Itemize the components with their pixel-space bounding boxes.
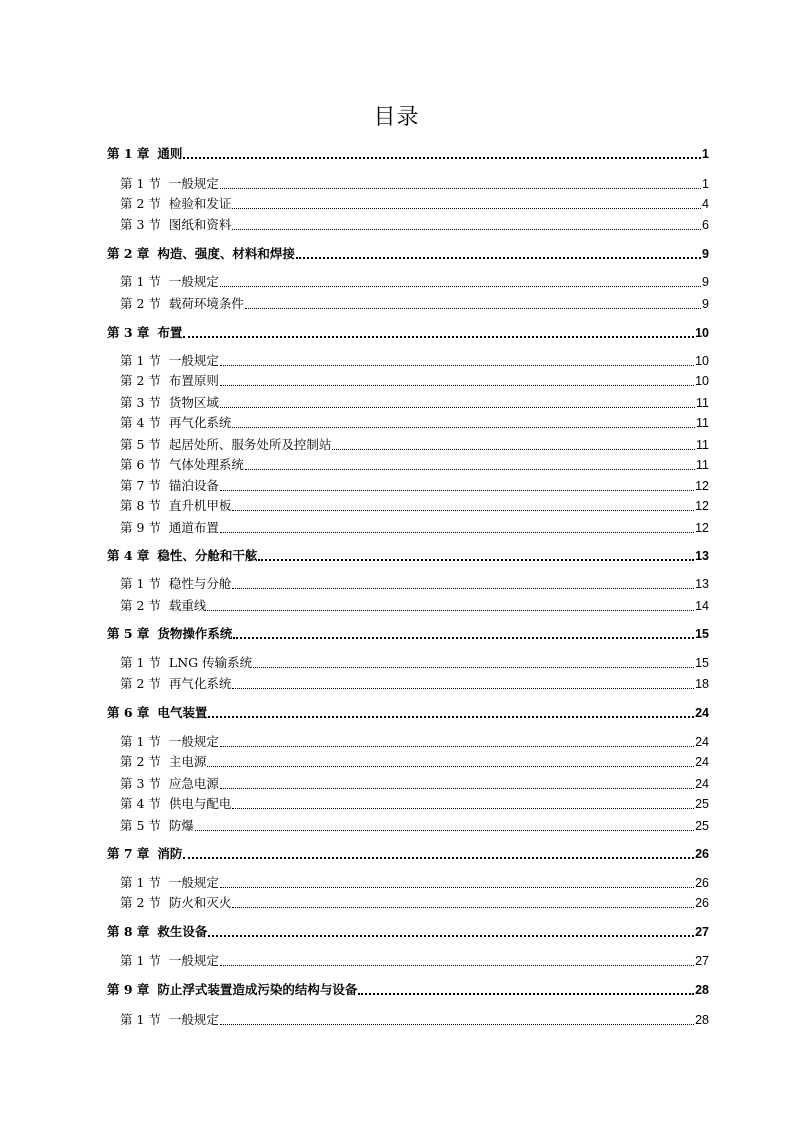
page-number: 11 bbox=[696, 416, 709, 430]
page-number: 27 bbox=[695, 954, 709, 968]
toc-entry-label bbox=[120, 415, 231, 431]
dot-leader bbox=[232, 808, 694, 809]
toc-entry-label bbox=[120, 217, 231, 233]
page-number: 9 bbox=[702, 247, 709, 261]
toc-entry-label bbox=[120, 895, 231, 911]
section-number: 第 9 节 bbox=[120, 520, 161, 535]
page-number: 4 bbox=[702, 197, 709, 211]
section-title: 货物区域 bbox=[168, 395, 219, 410]
chapter-title: 消防 bbox=[157, 846, 183, 861]
dot-leader bbox=[220, 788, 694, 789]
section-number: 第 2 节 bbox=[120, 296, 161, 311]
toc-entry-label bbox=[107, 982, 357, 998]
page-number: 14 bbox=[695, 599, 709, 613]
toc-section-entry[interactable] bbox=[120, 1012, 709, 1028]
toc-entry-label bbox=[107, 325, 182, 341]
section-number: 第 3 节 bbox=[120, 395, 161, 410]
section-title: 再气化系统 bbox=[168, 676, 232, 691]
section-number: 第 5 节 bbox=[120, 437, 161, 452]
dot-leader bbox=[207, 766, 694, 767]
page-number: 12 bbox=[695, 521, 709, 535]
toc-section-entry[interactable] bbox=[120, 373, 709, 389]
toc-section-entry[interactable] bbox=[120, 296, 709, 312]
toc-entry-label bbox=[120, 498, 231, 514]
chapter-title: 构造、强度、材料和焊接 bbox=[157, 246, 295, 261]
page-number: 24 bbox=[695, 777, 709, 791]
dot-leader bbox=[232, 688, 694, 689]
toc-section-entry[interactable] bbox=[120, 478, 709, 494]
chapter-title: 货物操作系统 bbox=[157, 626, 233, 641]
toc-section-entry[interactable] bbox=[120, 895, 709, 911]
toc-entry-label bbox=[120, 655, 252, 671]
chapter-number: 第 3 章 bbox=[107, 325, 150, 340]
toc-entry-label bbox=[120, 373, 219, 389]
toc-chapter-entry[interactable] bbox=[107, 626, 709, 642]
section-title: 再气化系统 bbox=[168, 415, 232, 430]
section-title: 应急电源 bbox=[168, 776, 219, 791]
toc-entry-label bbox=[120, 796, 231, 812]
page-number: 10 bbox=[695, 354, 709, 368]
toc-section-entry[interactable] bbox=[120, 776, 709, 792]
dot-leader bbox=[258, 559, 694, 561]
toc-chapter-entry[interactable] bbox=[107, 548, 709, 564]
toc-entry-label bbox=[107, 924, 207, 940]
section-number: 第 1 节 bbox=[120, 655, 161, 670]
dot-leader bbox=[208, 716, 694, 718]
toc-chapter-entry[interactable] bbox=[107, 246, 709, 262]
section-number: 第 1 节 bbox=[120, 1012, 161, 1027]
toc-entry-label bbox=[120, 576, 231, 592]
section-title: 防爆 bbox=[168, 818, 194, 833]
chapter-number: 第 1 章 bbox=[107, 146, 150, 161]
dot-leader bbox=[183, 157, 701, 159]
section-title: 一般规定 bbox=[168, 176, 219, 191]
chapter-title: 稳性、分舱和干舷 bbox=[157, 548, 258, 563]
toc-entry-label bbox=[107, 548, 257, 564]
toc-section-entry[interactable] bbox=[120, 676, 709, 692]
dot-leader bbox=[332, 449, 695, 450]
section-title: 通道布置 bbox=[168, 520, 219, 535]
dot-leader bbox=[232, 510, 694, 511]
toc-section-entry[interactable] bbox=[120, 576, 709, 592]
toc-section-entry[interactable] bbox=[120, 457, 709, 473]
dot-leader bbox=[183, 857, 694, 859]
section-number: 第 1 节 bbox=[120, 353, 161, 368]
section-title: 直升机甲板 bbox=[168, 498, 232, 513]
page-number: 25 bbox=[695, 797, 709, 811]
chapter-number: 第 7 章 bbox=[107, 846, 150, 861]
toc-entry-label bbox=[107, 626, 232, 642]
toc-entry-label bbox=[120, 734, 219, 750]
toc-section-entry[interactable] bbox=[120, 196, 709, 212]
section-title: 一般规定 bbox=[168, 875, 219, 890]
section-number: 第 2 节 bbox=[120, 676, 161, 691]
toc-section-entry[interactable] bbox=[120, 655, 709, 671]
page-number: 1 bbox=[702, 177, 709, 191]
page-number: 18 bbox=[695, 677, 709, 691]
page-number: 11 bbox=[696, 438, 709, 452]
section-number: 第 2 节 bbox=[120, 754, 161, 769]
toc-entry-label bbox=[120, 296, 244, 312]
toc-section-entry[interactable] bbox=[120, 395, 709, 411]
section-title: 一般规定 bbox=[168, 353, 219, 368]
page-number: 13 bbox=[695, 577, 709, 591]
section-title: 气体处理系统 bbox=[168, 457, 244, 472]
toc-section-entry[interactable] bbox=[120, 598, 709, 614]
dot-leader bbox=[220, 887, 694, 888]
chapter-title: 通则 bbox=[157, 146, 183, 161]
chapter-number: 第 9 章 bbox=[107, 982, 150, 997]
section-number: 第 8 节 bbox=[120, 498, 161, 513]
chapter-title: 电气装置 bbox=[157, 705, 208, 720]
section-title: 载重线 bbox=[168, 598, 207, 613]
toc-chapter-entry[interactable] bbox=[107, 705, 709, 721]
dot-leader bbox=[220, 407, 695, 408]
toc-chapter-entry[interactable] bbox=[107, 924, 709, 940]
dot-leader bbox=[232, 588, 694, 589]
dot-leader bbox=[220, 490, 694, 491]
section-title: 检验和发证 bbox=[168, 196, 232, 211]
dot-leader bbox=[220, 188, 701, 189]
dot-leader bbox=[207, 610, 694, 611]
section-title: 布置原则 bbox=[168, 373, 219, 388]
section-number: 第 2 节 bbox=[120, 598, 161, 613]
page-number: 28 bbox=[695, 983, 709, 997]
page-number: 9 bbox=[702, 275, 709, 289]
toc-entry-label bbox=[107, 846, 182, 862]
toc-entry-label bbox=[120, 776, 219, 792]
page-number: 15 bbox=[695, 627, 709, 641]
page-number: 28 bbox=[695, 1013, 709, 1027]
section-number: 第 1 节 bbox=[120, 176, 161, 191]
section-number: 第 1 节 bbox=[120, 953, 161, 968]
chapter-title: 防止浮式装置造成污染的结构与设备 bbox=[157, 982, 358, 997]
section-number: 第 1 节 bbox=[120, 576, 161, 591]
page-number: 15 bbox=[695, 656, 709, 670]
chapter-number: 第 6 章 bbox=[107, 705, 150, 720]
section-number: 第 2 节 bbox=[120, 895, 161, 910]
section-title: 防火和灭火 bbox=[168, 895, 232, 910]
dot-leader bbox=[220, 365, 694, 366]
chapter-number: 第 8 章 bbox=[107, 924, 150, 939]
toc-entry-label bbox=[120, 353, 219, 369]
toc-section-entry[interactable] bbox=[120, 754, 709, 770]
toc-chapter-entry[interactable] bbox=[107, 982, 709, 998]
dot-leader bbox=[183, 336, 694, 338]
section-title: 一般规定 bbox=[168, 274, 219, 289]
page-number: 6 bbox=[702, 218, 709, 232]
toc-entry-label bbox=[120, 676, 231, 692]
toc-entry-label bbox=[120, 953, 219, 969]
toc-section-entry[interactable] bbox=[120, 176, 709, 192]
page-number: 24 bbox=[695, 735, 709, 749]
dot-leader bbox=[232, 427, 695, 428]
dot-leader bbox=[358, 993, 694, 995]
toc-chapter-entry[interactable] bbox=[107, 146, 709, 162]
page-number: 12 bbox=[695, 499, 709, 513]
toc-entry-label bbox=[120, 520, 219, 536]
dot-leader bbox=[220, 746, 694, 747]
dot-leader bbox=[253, 667, 694, 668]
toc-entry-label bbox=[120, 875, 219, 891]
toc-section-entry[interactable] bbox=[120, 875, 709, 891]
dot-leader bbox=[195, 830, 694, 831]
toc-section-entry[interactable] bbox=[120, 796, 709, 812]
toc-entry-label bbox=[120, 176, 219, 192]
toc-section-entry[interactable] bbox=[120, 734, 709, 750]
page-number: 25 bbox=[695, 819, 709, 833]
toc-entry-label bbox=[120, 196, 231, 212]
section-title: 锚泊设备 bbox=[168, 478, 219, 493]
dot-leader bbox=[220, 385, 694, 386]
page-number: 24 bbox=[695, 706, 709, 720]
section-title: 稳性与分舱 bbox=[168, 576, 232, 591]
toc-entry-label bbox=[120, 754, 206, 770]
section-title: LNG 传输系统 bbox=[168, 655, 253, 670]
toc-section-entry[interactable] bbox=[120, 953, 709, 969]
toc-title: 目录 bbox=[373, 105, 420, 130]
section-title: 一般规定 bbox=[168, 953, 219, 968]
page-number: 9 bbox=[702, 297, 709, 311]
page-number: 11 bbox=[696, 396, 709, 410]
toc-section-entry[interactable] bbox=[120, 274, 709, 290]
page-number: 24 bbox=[695, 755, 709, 769]
chapter-title: 布置 bbox=[157, 325, 183, 340]
dot-leader bbox=[233, 637, 694, 639]
section-title: 主电源 bbox=[168, 754, 207, 769]
section-title: 一般规定 bbox=[168, 734, 219, 749]
dot-leader bbox=[220, 965, 694, 966]
section-title: 供电与配电 bbox=[168, 796, 232, 811]
section-number: 第 1 节 bbox=[120, 274, 161, 289]
page-number: 12 bbox=[695, 479, 709, 493]
section-title: 一般规定 bbox=[168, 1012, 219, 1027]
toc-entry-label bbox=[120, 478, 219, 494]
dot-leader bbox=[232, 208, 701, 209]
dot-leader bbox=[220, 286, 701, 287]
toc-section-entry[interactable] bbox=[120, 415, 709, 431]
toc-entry-label bbox=[120, 437, 331, 453]
chapter-number: 第 4 章 bbox=[107, 548, 150, 563]
section-number: 第 6 节 bbox=[120, 457, 161, 472]
page-number: 10 bbox=[695, 374, 709, 388]
section-number: 第 4 节 bbox=[120, 415, 161, 430]
page-number: 1 bbox=[702, 147, 709, 161]
page-number: 26 bbox=[695, 847, 709, 861]
page-number: 26 bbox=[695, 876, 709, 890]
toc-chapter-entry[interactable] bbox=[107, 325, 709, 341]
section-number: 第 7 节 bbox=[120, 478, 161, 493]
toc-entry-label bbox=[107, 246, 295, 262]
section-title: 载荷环境条件 bbox=[168, 296, 244, 311]
toc-entry-label bbox=[120, 274, 219, 290]
dot-leader bbox=[232, 907, 694, 908]
chapter-number: 第 5 章 bbox=[107, 626, 150, 641]
page-number: 13 bbox=[695, 549, 709, 563]
toc-entry-label bbox=[120, 818, 194, 834]
section-title: 图纸和资料 bbox=[168, 217, 232, 232]
section-number: 第 3 节 bbox=[120, 217, 161, 232]
dot-leader bbox=[245, 469, 695, 470]
toc-section-entry[interactable] bbox=[120, 520, 709, 536]
dot-leader bbox=[220, 532, 694, 533]
toc-entry-label bbox=[107, 705, 207, 721]
toc-section-entry[interactable] bbox=[120, 818, 709, 834]
section-title: 起居处所、服务处所及控制站 bbox=[168, 437, 332, 452]
section-number: 第 5 节 bbox=[120, 818, 161, 833]
page-number: 26 bbox=[695, 896, 709, 910]
toc-entry-label bbox=[120, 395, 219, 411]
section-number: 第 3 节 bbox=[120, 776, 161, 791]
toc-chapter-entry[interactable] bbox=[107, 846, 709, 862]
page-number: 27 bbox=[695, 925, 709, 939]
toc-section-entry[interactable] bbox=[120, 217, 709, 233]
section-number: 第 1 节 bbox=[120, 875, 161, 890]
chapter-title: 救生设备 bbox=[157, 924, 208, 939]
toc-entry-label bbox=[120, 1012, 219, 1028]
section-number: 第 2 节 bbox=[120, 373, 161, 388]
dot-leader bbox=[296, 257, 701, 259]
dot-leader bbox=[208, 935, 694, 937]
dot-leader bbox=[245, 308, 701, 309]
section-number: 第 2 节 bbox=[120, 196, 161, 211]
dot-leader bbox=[232, 229, 701, 230]
toc-section-entry[interactable] bbox=[120, 353, 709, 369]
chapter-number: 第 2 章 bbox=[107, 246, 150, 261]
toc-section-entry[interactable] bbox=[120, 437, 709, 453]
toc-entry-label bbox=[120, 598, 206, 614]
dot-leader bbox=[220, 1024, 694, 1025]
section-number: 第 1 节 bbox=[120, 734, 161, 749]
page-number: 11 bbox=[696, 458, 709, 472]
section-number: 第 4 节 bbox=[120, 796, 161, 811]
toc-section-entry[interactable] bbox=[120, 498, 709, 514]
page-number: 10 bbox=[695, 326, 709, 340]
toc-entry-label bbox=[120, 457, 244, 473]
toc-entry-label bbox=[107, 146, 182, 162]
